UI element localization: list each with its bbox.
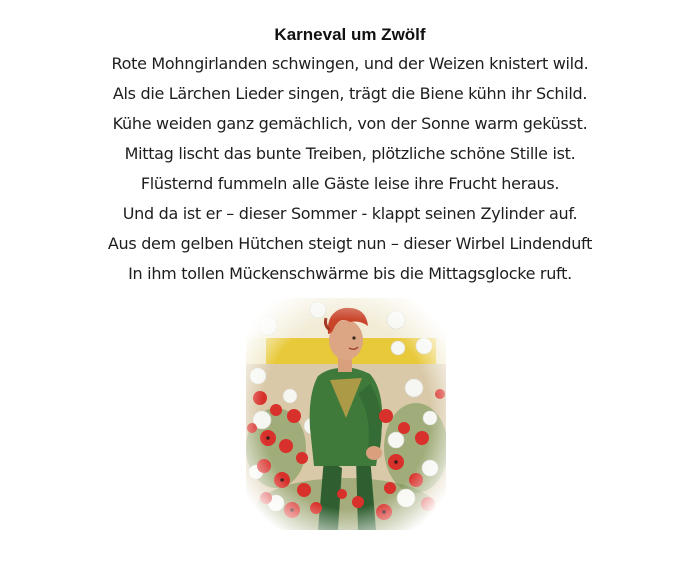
poem-line: Kühe weiden ganz gemächlich, von der Sonne warm geküsst. — [112, 114, 588, 133]
poem-line: Als die Lärchen Lieder singen, trägt die Biene kühn ihr Schild. — [112, 84, 588, 103]
poem — [0, 24, 700, 289]
painting-canvas — [246, 298, 446, 530]
poem-line: Und da ist er – dieser Sommer - klappt seinen Zylinder auf. — [122, 204, 578, 223]
poem-line: Aus dem gelben Hütchen steigt nun – dieser Wirbel Lindenduft — [107, 234, 593, 253]
poem-line: Mittag lischt das bunte Treiben, plötzliche schöne Stille ist. — [124, 144, 576, 163]
poem-line: Rote Mohngirlanden schwingen, und der Weizen knistert wild. — [111, 54, 589, 73]
painting-image — [246, 298, 446, 530]
poem-title: Karneval um Zwölf — [274, 25, 426, 44]
poem-line: Flüsternd fummeln alle Gäste leise ihre Frucht heraus. — [140, 174, 560, 193]
poem-line: In ihm tollen Mückenschwärme bis die Mittagsglocke ruft. — [128, 264, 572, 283]
